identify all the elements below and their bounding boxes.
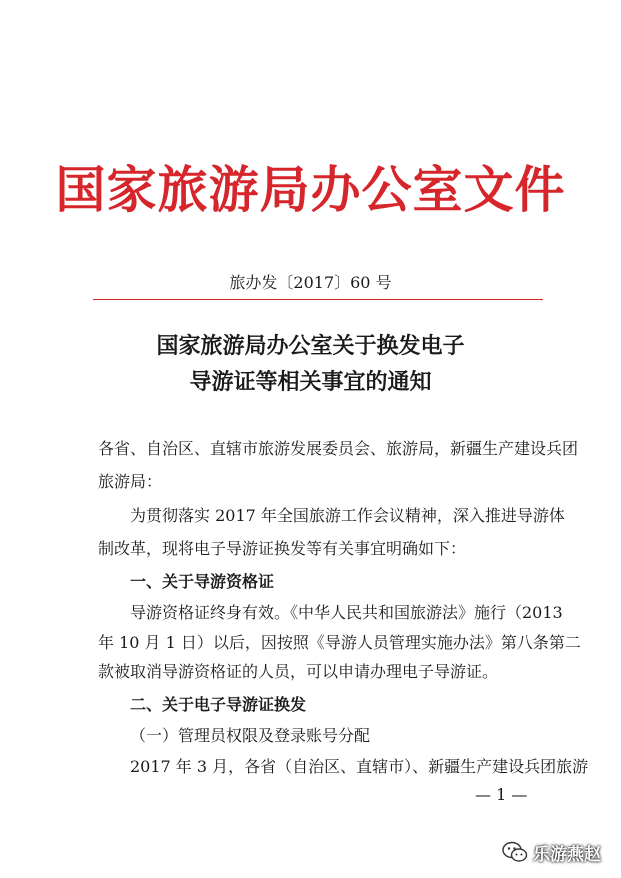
page-number: — 1 — [475,785,528,804]
subsection-1-line-1: 2017 年 3 月，各省（自治区、直辖市）、新疆生产建设兵团旅游 [130,757,589,776]
subsection-1-heading: （一）管理员权限及登录账号分配 [130,726,371,745]
notice-title-line-1: 国家旅游局办公室关于换发电子 [156,334,465,359]
section-1-heading: 一、关于导游资格证 [130,572,275,591]
account-watermark [502,839,601,865]
intro-line-1: 为贯彻落实 2017 年全国旅游工作会议精神，深入推进导游体 [130,506,565,525]
section-1-line-2: 年 10 月 1 日）以后，因按照《导游人员管理实施办法》第八条第二 [98,633,581,652]
addressee-line-2: 旅游局： [98,472,163,491]
watermark-label: 乐游燕赵 [533,844,601,865]
document-masthead: 国家旅游局办公室文件 [55,160,566,219]
addressee-line-1: 各省、自治区、直辖市旅游发展委员会、旅游局，新疆生产建设兵团 [98,439,579,458]
notice-title-line-2: 导游证等相关事宜的通知 [189,370,432,395]
section-2-heading: 二、关于电子导游证换发 [130,695,307,714]
section-1-line-3: 款被取消导游资格证的人员，可以申请办理电子导游证。 [98,662,499,681]
section-1-line-1: 导游资格证终身有效。《中华人民共和国旅游法》施行（2013 [130,603,563,622]
wechat-icon [502,840,528,864]
intro-line-2: 制改革，现将电子导游证换发等有关事宜明确如下： [98,539,467,558]
document-number: 旅办发〔2017〕60 号 [229,273,392,292]
red-divider-rule [93,299,543,300]
